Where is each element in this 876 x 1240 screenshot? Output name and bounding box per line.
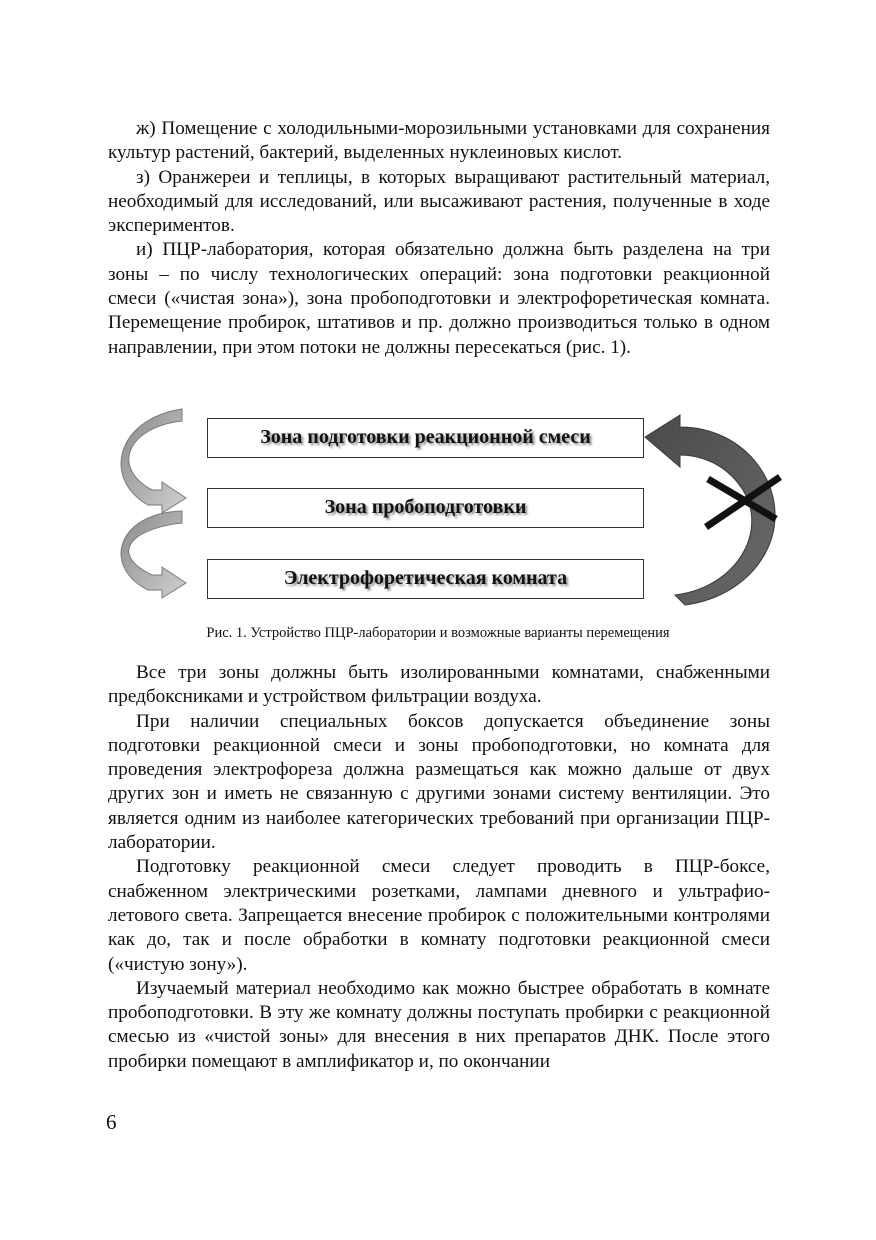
curved-arrow-left-lower-icon [121, 511, 186, 598]
paragraph: Подготовку реакционной смеси следует проводить в ПЦР-боксе, снабженном электрическими розетками, лампами дневного и ультрафиолетового света. Запрещается внесение пробирок с положительными контролями как до, так и после обработки в комнату подготовки реакционной смеси («чистую зону»). [108, 856, 770, 975]
paragraph: и) ПЦР-лаборатория, которая обязательно должна быть разделена на три зоны – по числу технологических операций: зона подготовки реакционной смеси («чистая зона»), зона пробоподготовки и электрофоретическая комната. Перемещение пробирок, штативов и пр. должно производиться только в одном направлении, при этом потоки не должны пересекаться (рис. 1). [108, 239, 770, 358]
text-block-bottom [108, 661, 770, 1074]
paragraph: Все три зоны должны быть изолированными комнатами, снабженными предбоксниками и устройством фильтрации воздуха. [108, 662, 770, 708]
zone-box-electrophoresis: Электрофоретическая комната [207, 559, 644, 599]
zone-box-sample-prep: Зона пробоподготовки [207, 488, 644, 528]
paragraph: При наличии специальных боксов допускается объединение зоны подготовки реакционной смеси и зоны пробоподготовки, но комната для проведения электрофореза должна размещаться как можно дальше от двух других зон и иметь не связанную с другими зонами систему вентиляции. Это является одним из наиболее категорических требований при организации ПЦР-лаборатории. [108, 710, 770, 854]
paragraph: ж) Помещение с холодильными-морозильными установками для сохранения культур растений, бактерий, выделенных нуклеиновых кислот. [108, 118, 770, 164]
figure-caption: Рис. 1. Устройство ПЦР-лаборатории и возможные варианты перемещения [206, 625, 670, 641]
figure-pcr-lab [100, 405, 790, 615]
zone-box-reaction-mix: Зона подготовки реакционной смеси [207, 418, 644, 458]
page-number: 6 [106, 1110, 117, 1134]
paragraph: з) Оранжереи и теплицы, в которых выращивают растительный материал, необходимый для исследований, или высаживают растения, полученные в ходе экспериментов. [108, 166, 770, 237]
paragraph: Изучаемый материал необходимо как можно быстрее обработать в комнате пробоподготовки. В эту же комнату должны поступать пробирки с реакционной смесью из «чистой зоны» для внесения в них препаратов ДНК. После этого пробирки помещают в амплификатор и, по окончании [108, 977, 770, 1072]
text-block-top [108, 117, 770, 360]
curved-arrow-left-upper-icon [121, 409, 186, 513]
